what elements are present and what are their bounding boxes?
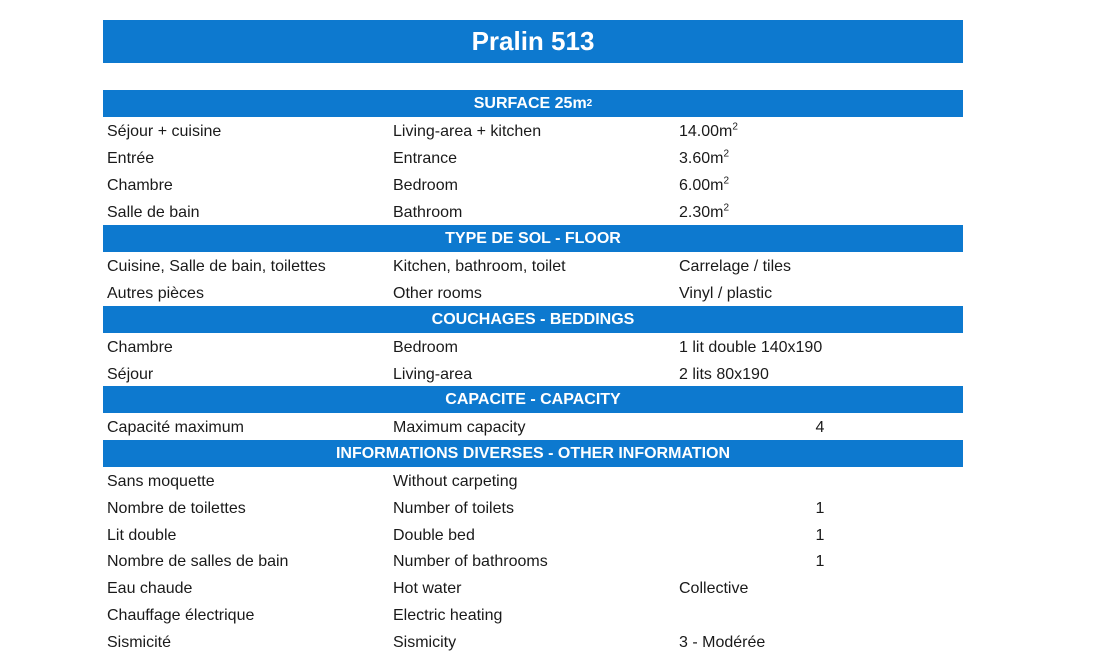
- table-row: [103, 253, 963, 280]
- value-number: 4: [815, 419, 825, 436]
- table-row: [103, 145, 963, 172]
- label-en: Living-area: [393, 366, 473, 383]
- section-title: COUCHAGES - BEDDINGS: [431, 310, 635, 328]
- label-en: Other rooms: [393, 285, 482, 302]
- value: Collective: [679, 580, 749, 597]
- label-fr: Eau chaude: [107, 580, 193, 597]
- page-title: [103, 20, 963, 63]
- label-en: Bedroom: [393, 177, 458, 194]
- label-fr: Sismicité: [107, 634, 172, 651]
- value: Carrelage / tiles: [679, 258, 792, 275]
- value-number: 1: [815, 500, 825, 517]
- table-row: [103, 172, 963, 199]
- table-row: [103, 575, 963, 602]
- label-fr: Salle de bain: [107, 204, 200, 221]
- value: [679, 118, 738, 145]
- table-row: [103, 629, 963, 656]
- label-fr: Séjour + cuisine: [107, 123, 222, 140]
- label-en: Living-area + kitchen: [393, 123, 542, 140]
- table-row: [103, 522, 963, 549]
- label-fr: Lit double: [107, 527, 177, 544]
- label-fr: Capacité maximum: [107, 419, 244, 436]
- section-title: SURFACE 25m: [473, 94, 587, 112]
- value-text: 3.60m: [679, 150, 724, 167]
- page-title-text: Pralin 513: [471, 26, 595, 56]
- label-fr: Cuisine, Salle de bain, toilettes: [107, 258, 326, 275]
- superscript: 2: [723, 175, 730, 187]
- label-en: Number of toilets: [393, 500, 514, 517]
- value-text: 14.00m: [679, 123, 733, 140]
- table-row: [103, 495, 963, 522]
- section-header-floor: [103, 225, 963, 252]
- value: 3 - Modérée: [679, 634, 766, 651]
- label-fr: Chambre: [107, 177, 173, 194]
- table-row: [103, 334, 963, 361]
- section-title: TYPE DE SOL - FLOOR: [445, 229, 621, 247]
- label-en: Kitchen, bathroom, toilet: [393, 258, 566, 275]
- value: 2 lits 80x190: [679, 366, 769, 383]
- superscript: 2: [732, 121, 738, 133]
- superscript: 2: [723, 202, 730, 214]
- section-title: INFORMATIONS DIVERSES - OTHER INFORMATION: [335, 444, 731, 462]
- table-row: [103, 414, 963, 441]
- table-row: [103, 602, 963, 629]
- label-en: Electric heating: [393, 607, 503, 624]
- value: 1 lit double 140x190: [679, 339, 823, 356]
- table-row: [103, 548, 963, 575]
- label-en: Maximum capacity: [393, 419, 526, 436]
- value: [679, 172, 729, 199]
- section-header-capacity: [103, 386, 963, 413]
- label-fr: Nombre de toilettes: [107, 500, 246, 517]
- value: Vinyl / plastic: [679, 285, 773, 302]
- table-row: [103, 361, 963, 388]
- table-row: [103, 199, 963, 226]
- label-fr: Chambre: [107, 339, 173, 356]
- section-title: CAPACITE - CAPACITY: [445, 390, 621, 408]
- section-header-beddings: [103, 306, 963, 333]
- value: [679, 145, 729, 172]
- value: [679, 199, 729, 226]
- label-en: Bedroom: [393, 339, 458, 356]
- label-fr: Chauffage électrique: [107, 607, 255, 624]
- label-fr: Séjour: [107, 366, 154, 383]
- table-row: [103, 118, 963, 145]
- label-en: Number of bathrooms: [393, 553, 548, 570]
- label-en: Without carpeting: [393, 473, 518, 490]
- label-en: Entrance: [393, 150, 458, 167]
- value-number: 1: [815, 527, 825, 544]
- label-fr: Entrée: [107, 150, 155, 167]
- section-header-other: [103, 440, 963, 467]
- section-header-surface: SURFACE 25m 2: [103, 90, 963, 117]
- label-fr: Nombre de salles de bain: [107, 553, 289, 570]
- value-text: 6.00m: [679, 177, 724, 194]
- value-text: 2.30m: [679, 204, 724, 221]
- label-en: Sismicity: [393, 634, 457, 651]
- value-number: 1: [815, 553, 825, 570]
- superscript: 2: [723, 148, 730, 160]
- table-row: [103, 280, 963, 307]
- label-en: Double bed: [393, 527, 475, 544]
- label-en: Hot water: [393, 580, 462, 597]
- label-en: Bathroom: [393, 204, 463, 221]
- label-fr: Autres pièces: [107, 285, 204, 302]
- label-fr: Sans moquette: [107, 473, 215, 490]
- table-row: [103, 468, 963, 495]
